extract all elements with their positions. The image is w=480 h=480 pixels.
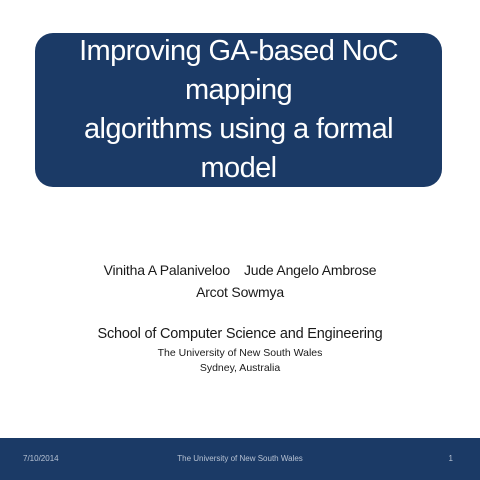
author-name: Jude Angelo Ambrose	[243, 262, 377, 278]
title-box	[35, 33, 442, 187]
page-number: 1	[448, 454, 453, 463]
author-line-2	[0, 283, 480, 301]
footer-bar	[0, 438, 480, 480]
university-name: The University of New South Wales	[157, 347, 323, 359]
footer-date: 7/10/2014	[23, 454, 59, 463]
footer-institution: The University of New South Wales	[177, 454, 303, 463]
slide-title: Improving GA-based NoC mapping algorithms using a formal model	[79, 35, 398, 184]
author-line-1	[0, 261, 480, 279]
author-name: Vinitha A Palaniveloo	[103, 262, 230, 278]
school-name: School of Computer Science and Engineering	[97, 326, 383, 342]
author-name: Arcot Sowmya	[196, 284, 284, 300]
location: Sydney, Australia	[199, 362, 281, 374]
